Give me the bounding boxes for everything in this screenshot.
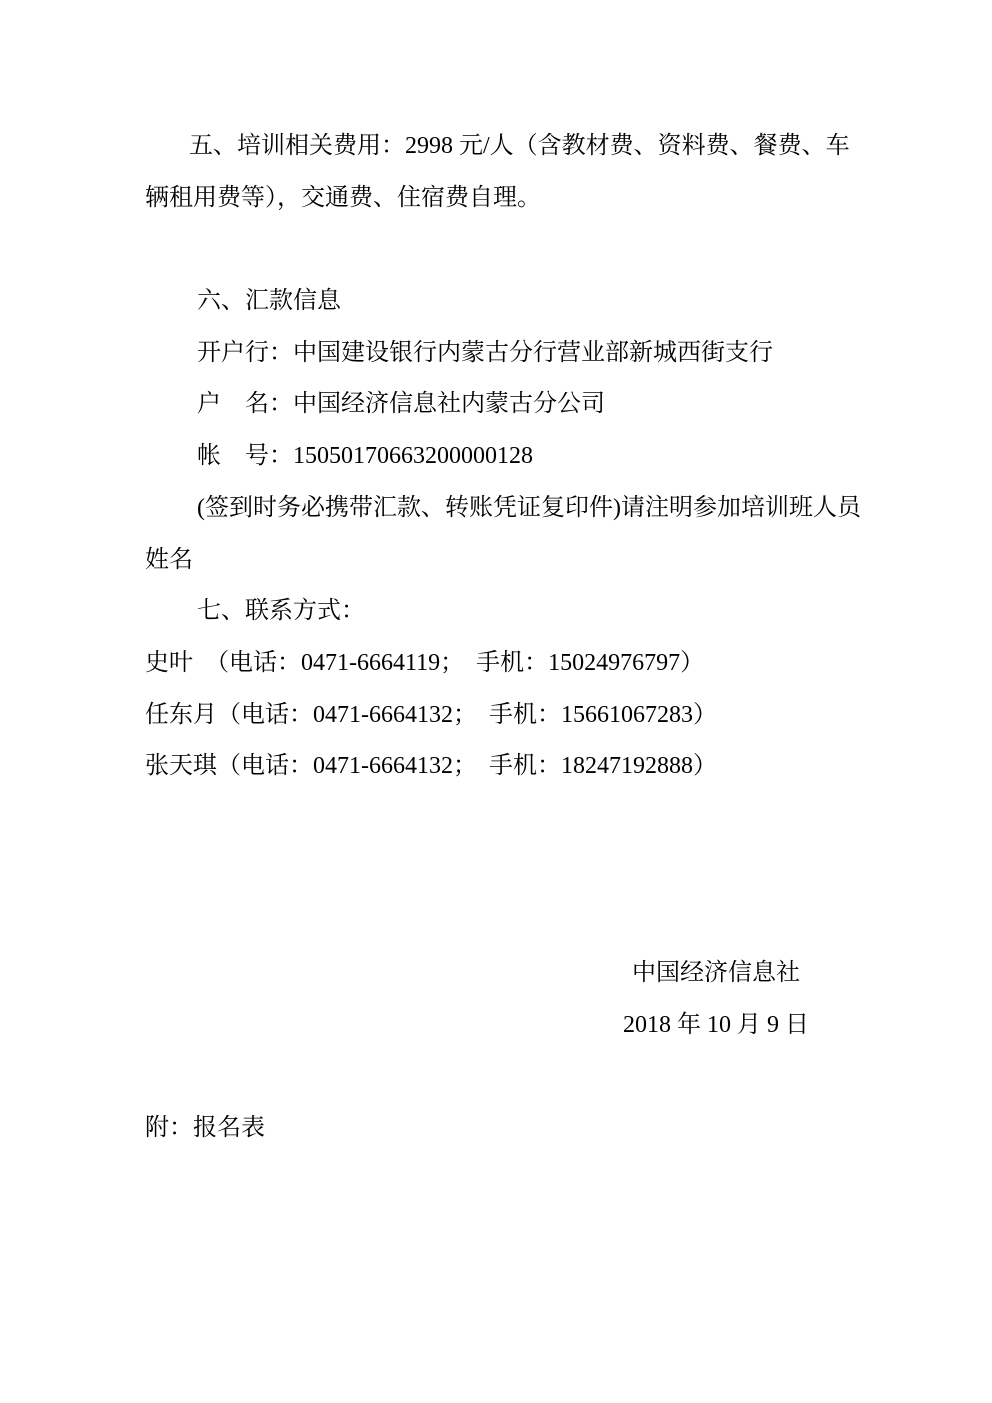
remittance-heading: 六、汇款信息 [197, 288, 341, 315]
blank-line [145, 1051, 845, 1103]
signature-block [587, 948, 845, 1051]
account-number-line: 帐 号：15050170663200000128 [197, 443, 533, 470]
blank-line [145, 793, 845, 845]
remittance-note-line-1: (签到时务必携带汇款、转账凭证复印件)请注明参加培训班人员 [197, 494, 861, 521]
contact-line-1: 史叶 （电话：0471-6664119； 手机：15024976797） [145, 649, 705, 676]
remittance-note-line-2: 姓名 [145, 546, 193, 573]
blank-line [145, 896, 845, 948]
fees-paragraph-line-1: 五、培训相关费用：2998 元/人（含教材费、资料费、餐费、车 [189, 133, 850, 159]
account-name-line: 户 名：中国经济信息社内蒙古分公司 [197, 391, 605, 418]
blank-line [145, 224, 845, 276]
contact-line-2: 任东月（电话：0471-6664132； 手机：15661067283） [145, 701, 717, 728]
fees-paragraph-line-2: 辆租用费等），交通费、住宿费自理。 [145, 184, 541, 211]
blank-line [145, 845, 845, 897]
contact-heading: 七、联系方式： [197, 598, 365, 625]
attachment-note: 附：报名表 [145, 1115, 265, 1142]
contact-line-3: 张天琪（电话：0471-6664132； 手机：18247192888） [145, 753, 717, 780]
bank-name-line: 开户行：中国建设银行内蒙古分行营业部新城西街支行 [197, 339, 773, 366]
signature-date: 2018 年 10 月 9 日 [623, 1011, 809, 1038]
signature-organization: 中国经济信息社 [632, 960, 800, 986]
